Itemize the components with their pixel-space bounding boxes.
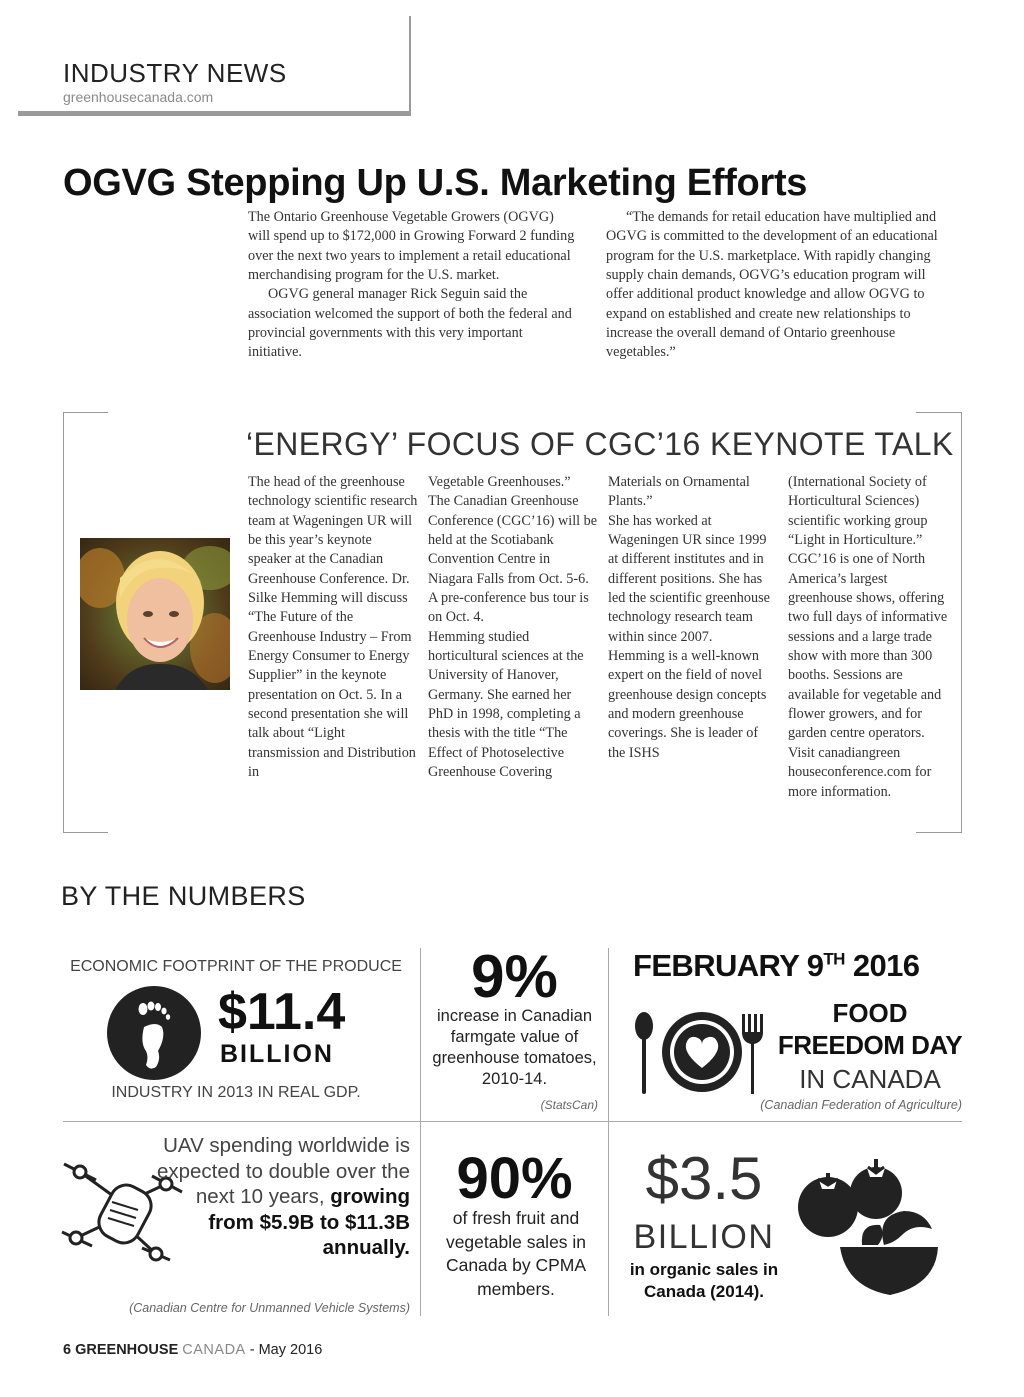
keynote-title: ‘ENERGY’ FOCUS OF CGC’16 KEYNOTE TALK: [246, 426, 954, 462]
article-headline: OGVG Stepping Up U.S. Marketing Efforts: [63, 162, 808, 204]
keynote-column-1: [248, 473, 418, 783]
food-date-suffix: TH: [823, 949, 845, 969]
frame-right: [961, 412, 962, 833]
frame-top-left: [63, 412, 108, 413]
paragraph: (International Society of Horticultural Sciences) scientific working group “Light in Horticulture.”: [788, 474, 928, 549]
article-column-2: [606, 208, 951, 363]
food-line2: FREEDOM DAY: [777, 1030, 963, 1060]
uav-text-b: growing from $5.9B to $11.3B annually.: [208, 1185, 410, 1259]
food-line3: IN CANADA: [799, 1064, 941, 1094]
footprint-icon: [106, 985, 202, 1081]
divider-horizontal: [63, 1121, 962, 1122]
food-cite: (Canadian Federation of Agriculture): [760, 1098, 962, 1112]
paragraph: She has worked at Wageningen UR since 1999 at different institutes and in different positions. She has led the scientific greenhouse technology research team within since 2007.: [608, 512, 770, 645]
food-date-year: 2016: [844, 948, 920, 983]
food-line1: FOOD: [832, 998, 908, 1028]
econ-unit: BILLION: [220, 1040, 334, 1068]
paragraph: CGC’16 is one of North America’s largest greenhouse shows, offering two full days of informative sessions and a large trade show with more than 300 booths. Sessions are available for vegetable and flower growers, and for garden centre operators.: [788, 551, 948, 742]
paragraph: The Canadian Greenhouse Conference (CGC’16) will be held at the Scotiabank Convention Centre in Niagara Falls from Oct. 5-6. A pre-conference bus tour is on Oct. 4.: [428, 493, 598, 626]
tomato-percent: 9%: [471, 943, 558, 1010]
frame-top-right: [916, 412, 962, 413]
paragraph: The Ontario Greenhouse Vegetable Growers (OGVG) will spend up to $172,000 in Growing Forward 2 funding over the next two years to implement a retail educational merchandising program for the U.S. market.: [248, 209, 575, 284]
divider-vertical-2: [608, 948, 609, 1316]
keynote-column-3: [608, 473, 778, 763]
paragraph: Hemming studied horticultural sciences at the University of Hanover, Germany. She earned her PhD in 1998, completing a thesis with the title “The Effect of Photoselective Greenhouse Covering: [428, 628, 584, 781]
uav-text-a: UAV spending worldwide is expected to double over the next 10 years,: [156, 1134, 410, 1208]
paragraph: Vegetable Greenhouses.”: [428, 474, 571, 490]
site-url[interactable]: greenhousecanada.com: [63, 89, 214, 105]
issue-date: - May 2016: [249, 1342, 323, 1358]
section-label: INDUSTRY NEWS: [63, 58, 287, 88]
keynote-column-2: [428, 473, 598, 783]
paragraph: The head of the greenhouse technology scientific research team at Wageningen UR will be this year’s keynote speaker at the Canadian Greenhouse Conference. Dr. Silke Hemming will discuss “The Future of the Greenhouse Industry – From Energy Consumer to Energy Supplier” in the keynote presentation on Oct. 5. In a second presentation she will talk about “Light transmission and Distribution in: [248, 474, 418, 781]
organic-unit: BILLION: [633, 1218, 775, 1256]
econ-top-text: ECONOMIC FOOTPRINT OF THE PRODUCE: [70, 958, 402, 975]
plate-heart-icon: [632, 1010, 772, 1100]
paragraph: OGVG general manager Rick Seguin said the association welcomed the support of both the federal and provincial governments with this very important initiative.: [248, 286, 572, 361]
cpma-text: of fresh fruit and vegetable sales in Canada by CPMA members.: [445, 1208, 587, 1299]
keynote-column-4: [788, 473, 953, 802]
food-date: [633, 948, 919, 984]
paragraph: Visit canadiangreen houseconference.com for more information.: [788, 744, 932, 800]
brand-sub: CANADA: [182, 1342, 246, 1358]
frame-left: [63, 412, 64, 833]
tomato-cite: (StatsCan): [540, 1098, 598, 1112]
organic-text: in organic sales in Canada (2014).: [629, 1260, 779, 1301]
cpma-percent: 90%: [456, 1146, 573, 1211]
organic-amount: $3.5: [645, 1145, 763, 1212]
page-footer: [63, 1342, 322, 1358]
frame-bottom-left: [63, 832, 108, 833]
econ-bottom-text: INDUSTRY IN 2013 IN REAL GDP.: [111, 1084, 361, 1101]
tomato-text: increase in Canadian farmgate value of greenhouse tomatoes, 2010-14.: [432, 1007, 597, 1088]
page-number: 6: [63, 1342, 72, 1358]
paragraph: Hemming is a well-known expert on the field of novel greenhouse design concepts and modern greenhouse coverings. She is leader of the ISHS: [608, 648, 767, 761]
produce-bowl-icon: [796, 1155, 946, 1300]
numbers-title: BY THE NUMBERS: [61, 881, 306, 911]
article-column-1: [248, 208, 578, 363]
uav-cite: (Canadian Centre for Unmanned Vehicle Systems): [129, 1301, 410, 1315]
paragraph: “The demands for retail education have multiplied and OGVG is committed to the development of an educational program for the U.S. marketplace. With rapidly changing supply chain demands, OGVG’s education program will offer additional product knowledge and allow OGVG to expand on established and create new relationships to increase the overall demand of Ontario greenhouse vegetables.”: [606, 209, 938, 361]
uav-text: [150, 1133, 410, 1261]
food-date-text: FEBRUARY 9: [633, 948, 824, 983]
brand-name: GREENHOUSE: [75, 1342, 179, 1358]
speaker-photo: [80, 538, 230, 690]
frame-bottom-right: [916, 832, 962, 833]
paragraph: Materials on Ornamental Plants.”: [608, 474, 750, 510]
econ-amount: $11.4: [218, 983, 346, 1041]
